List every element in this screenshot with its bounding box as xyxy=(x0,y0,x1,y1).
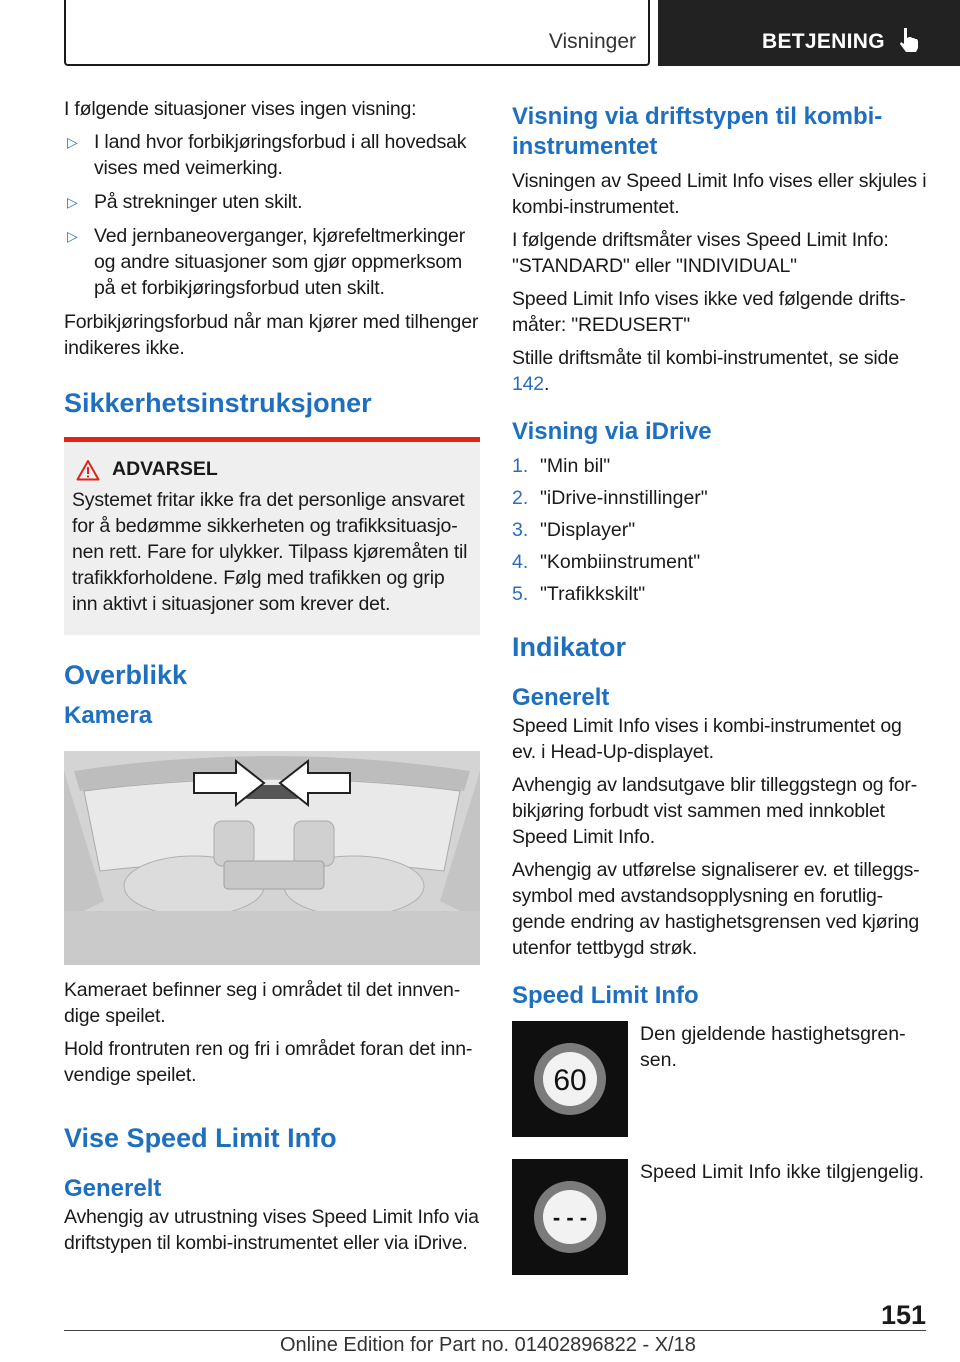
intro-text: I følgende situasjoner vises ingen visning: xyxy=(64,98,417,120)
triangle-bullet-icon: ▷ xyxy=(67,134,78,150)
idrive-steps xyxy=(512,453,930,607)
warning-box xyxy=(64,437,480,635)
warning-triangle-icon xyxy=(76,459,100,481)
show-sli-heading: Vise Speed Limit Info xyxy=(64,1123,337,1153)
safety-heading: Sikkerhetsinstruksjoner xyxy=(64,388,372,418)
unavailable-dashes: - - - xyxy=(552,1205,588,1230)
triangle-bullet-icon: ▷ xyxy=(67,228,78,244)
indicator-text-3: Avhengig av utførelse signaliserer ev. et tilleggs-symbol med avstandsopplysning en forutlig-gende endring av hastighetsgrensen ved kjøring utenfor tettbygd strøk. xyxy=(512,859,920,959)
sli-unavailable-text: Speed Limit Info ikke tilgjengelig. xyxy=(640,1161,924,1183)
general-text: Avhengig av utrustning vises Speed Limit Info via driftstypen til kombi-instrumentet eller via iDrive. xyxy=(64,1206,479,1254)
trailer-note: Forbikjøringsforbud når man kjører med tilhenger indikeres ikke. xyxy=(64,311,479,359)
drive-text-4: Stille driftsmåte til kombi-instrumentet, se side 142. xyxy=(512,347,899,395)
speed-limit-unavailable-image xyxy=(512,1159,628,1275)
section-tab xyxy=(64,0,650,66)
indicator-general-heading: Generelt xyxy=(512,684,610,711)
list-item: ▷ Ved jernbaneoverganger, kjørefeltmerkinger og andre situasjoner som gjør oppmerksom på et forbikjøringsforbud uten skilt. xyxy=(67,225,465,299)
warning-title-row xyxy=(76,458,472,481)
left-column xyxy=(64,96,480,1263)
car-interior-illustration xyxy=(64,751,480,965)
step-item: 1. "Min bil" xyxy=(512,455,611,477)
warning-text: Systemet fritar ikke fra det personlige ansvaret for å bedømme sikkerheten og trafikksituasjo-nen rett. Fare for ulykker. Tilpass kjøremåten til trafikkforholdene. Følg med trafikken og grip inn aktivt i situasjoner som krever det. xyxy=(72,489,468,615)
camera-location-photo xyxy=(64,751,480,965)
step-item: 4. "Kombiinstrument" xyxy=(512,551,701,573)
sli-row-limit xyxy=(512,1021,930,1137)
chapter-tab xyxy=(658,0,960,66)
page-reference-link[interactable]: 142 xyxy=(512,373,544,395)
sli-limit-text: Den gjeldende hastighetsgren-sen. xyxy=(640,1023,906,1071)
step-item: 2. "iDrive-innstillinger" xyxy=(512,487,708,509)
camera-text-2: Hold frontruten ren og fri i området foran det inn-vendige speilet. xyxy=(64,1038,473,1086)
page-header xyxy=(64,0,960,66)
step-item: 5. "Trafikkskilt" xyxy=(512,583,646,605)
general-heading: Generelt xyxy=(64,1175,162,1202)
drive-text-2: I følgende driftsmåter vises Speed Limit Info: "STANDARD" eller "INDIVIDUAL" xyxy=(512,229,889,277)
situation-list xyxy=(64,129,480,301)
drive-text-1: Visningen av Speed Limit Info vises eller skjules i kombi-instrumentet. xyxy=(512,170,927,218)
footer-edition: Online Edition for Part no. 01402896822 - X/18 xyxy=(280,1334,696,1356)
section-title: Visninger xyxy=(548,30,636,53)
triangle-bullet-icon: ▷ xyxy=(67,194,78,210)
speed-limit-sign-image xyxy=(512,1021,628,1137)
sli-row-unavailable xyxy=(512,1159,930,1275)
overview-heading: Overblikk xyxy=(64,660,188,690)
speed-sign-value: 60 xyxy=(553,1064,587,1097)
speed-sign-unavailable-icon xyxy=(512,1159,628,1275)
drive-text-3: Speed Limit Info vises ikke ved følgende drifts-måter: "REDUSERT" xyxy=(512,288,906,336)
indicator-text-1: Speed Limit Info vises i kombi-instrumentet og ev. i Head-Up-displayet. xyxy=(512,715,902,763)
speed-sign-60-icon xyxy=(512,1021,628,1137)
pointing-hand-icon xyxy=(896,26,922,54)
drive-mode-heading: Visning via driftstypen til kombi-instrumentet xyxy=(512,103,883,160)
warning-title: ADVARSEL xyxy=(112,458,218,480)
right-column xyxy=(512,96,930,1297)
idrive-heading: Visning via iDrive xyxy=(512,418,712,445)
footer-divider xyxy=(64,1330,926,1331)
camera-text-1: Kameraet befinner seg i området til det innven-dige speilet. xyxy=(64,979,460,1027)
step-item: 3. "Displayer" xyxy=(512,519,636,541)
indicator-heading: Indikator xyxy=(512,632,627,662)
list-item: ▷ I land hvor forbikjøringsforbud i all hovedsak vises med veimerking. xyxy=(67,131,467,179)
page-number: 151 xyxy=(880,1300,926,1330)
indicator-text-2: Avhengig av landsutgave blir tilleggstegn og for-bikjøring forbudt vist sammen med innkoblet Speed Limit Info. xyxy=(512,774,918,848)
camera-heading: Kamera xyxy=(64,702,153,729)
chapter-title: BETJENING xyxy=(762,30,885,53)
sli-heading: Speed Limit Info xyxy=(512,982,699,1009)
list-item: ▷ På strekninger uten skilt. xyxy=(67,191,303,213)
